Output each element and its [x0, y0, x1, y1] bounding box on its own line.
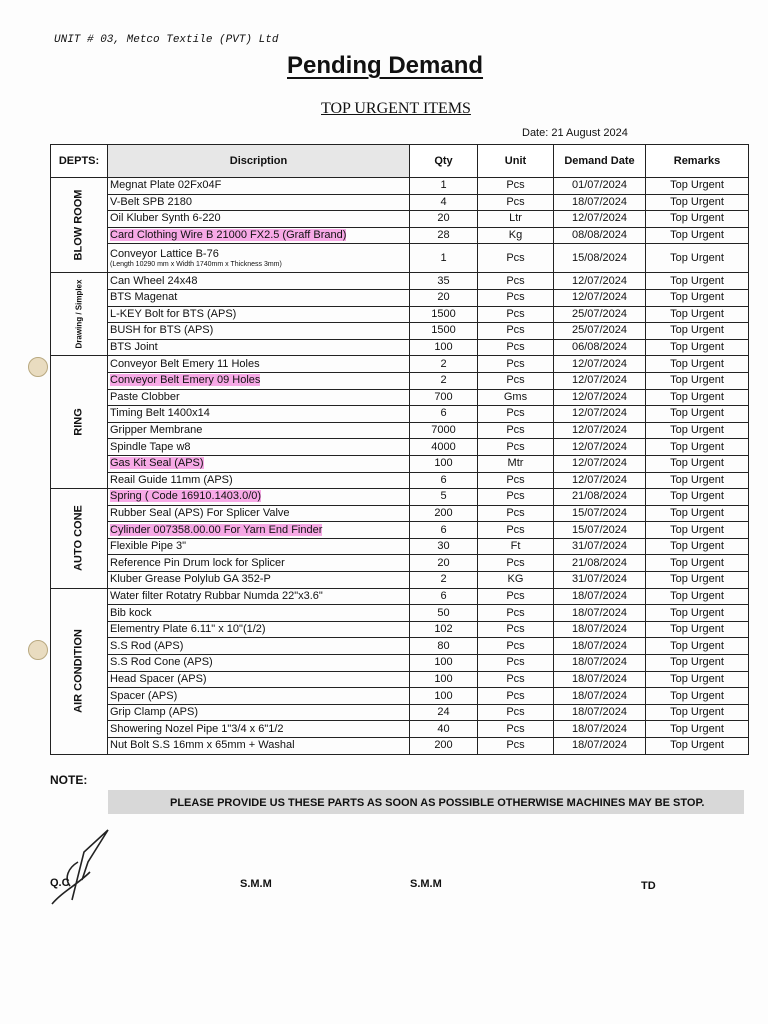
table-row [51, 605, 749, 622]
item-unit: Pcs [478, 704, 554, 721]
item-qty: 6 [410, 406, 478, 423]
item-unit: Pcs [478, 178, 554, 195]
item-unit: Pcs [478, 555, 554, 572]
item-demand-date: 18/07/2024 [554, 588, 646, 605]
item-description-text: Paste Clobber [110, 390, 180, 403]
item-remarks: Top Urgent [646, 522, 749, 539]
table-row [51, 621, 749, 638]
item-qty: 200 [410, 738, 478, 755]
item-description-text: Megnat Plate 02Fx04F [110, 179, 222, 192]
item-description [108, 555, 410, 572]
table-row [51, 704, 749, 721]
item-qty: 1 [410, 178, 478, 195]
punch-hole-bottom [28, 640, 48, 660]
table-row [51, 244, 749, 273]
item-unit: Pcs [478, 505, 554, 522]
item-unit: Pcs [478, 688, 554, 705]
dept-cell [51, 356, 108, 489]
item-description-text: Conveyor Belt Emery 11 Holes [110, 357, 260, 370]
item-description-text: Reference Pin Drum lock for Splicer [110, 556, 285, 569]
item-remarks: Top Urgent [646, 323, 749, 340]
item-description [108, 505, 410, 522]
table-row [51, 227, 749, 244]
demand-table [50, 144, 749, 755]
item-qty: 80 [410, 638, 478, 655]
item-description-text: Oil Kluber Synth 6-220 [110, 212, 221, 225]
item-description [108, 621, 410, 638]
item-demand-date: 21/08/2024 [554, 555, 646, 572]
item-remarks: Top Urgent [646, 555, 749, 572]
table-row [51, 178, 749, 195]
item-demand-date: 18/07/2024 [554, 671, 646, 688]
item-unit: Pcs [478, 738, 554, 755]
item-remarks: Top Urgent [646, 439, 749, 456]
item-qty: 1500 [410, 306, 478, 323]
item-demand-date: 18/07/2024 [554, 194, 646, 211]
item-remarks: Top Urgent [646, 505, 749, 522]
signature-smm-2: S.M.M [410, 878, 442, 890]
item-qty: 6 [410, 472, 478, 489]
item-description [108, 306, 410, 323]
item-description [108, 538, 410, 555]
item-description-text: Conveyor Belt Emery 09 Holes [110, 374, 261, 387]
item-description-text: Timing Belt 1400x14 [110, 407, 210, 420]
item-demand-date: 18/07/2024 [554, 704, 646, 721]
item-description [108, 489, 410, 506]
table-row [51, 505, 749, 522]
item-remarks: Top Urgent [646, 671, 749, 688]
table-row [51, 738, 749, 755]
page-subtitle: TOP URGENT ITEMS [321, 100, 471, 117]
item-remarks: Top Urgent [646, 588, 749, 605]
item-remarks: Top Urgent [646, 227, 749, 244]
table-row [51, 538, 749, 555]
item-qty: 6 [410, 522, 478, 539]
item-description-text: Grip Clamp (APS) [110, 706, 199, 719]
item-demand-date: 12/07/2024 [554, 455, 646, 472]
item-unit: KG [478, 572, 554, 589]
item-description [108, 323, 410, 340]
table-header-row [51, 145, 749, 178]
item-remarks: Top Urgent [646, 655, 749, 672]
col-header-demand-date: Demand Date [554, 145, 646, 178]
item-description [108, 227, 410, 244]
item-description-text: Spindle Tape w8 [110, 440, 191, 453]
item-description [108, 688, 410, 705]
item-remarks: Top Urgent [646, 372, 749, 389]
item-description [108, 244, 410, 273]
item-qty: 30 [410, 538, 478, 555]
item-demand-date: 18/07/2024 [554, 621, 646, 638]
item-unit: Pcs [478, 422, 554, 439]
item-unit: Ltr [478, 211, 554, 228]
item-description [108, 289, 410, 306]
item-qty: 20 [410, 555, 478, 572]
item-description-text: Showering Nozel Pipe 1"3/4 x 6"1/2 [110, 722, 284, 735]
table-row [51, 422, 749, 439]
item-description-text: Cylinder 007358.00.00 For Yarn End Finder [110, 523, 323, 536]
item-demand-date: 18/07/2024 [554, 721, 646, 738]
item-remarks: Top Urgent [646, 389, 749, 406]
item-qty: 4000 [410, 439, 478, 456]
item-remarks: Top Urgent [646, 455, 749, 472]
item-description [108, 638, 410, 655]
col-header-qty: Qty [410, 145, 478, 178]
item-demand-date: 12/07/2024 [554, 211, 646, 228]
item-qty: 2 [410, 372, 478, 389]
item-remarks: Top Urgent [646, 244, 749, 273]
dept-cell [51, 178, 108, 273]
item-remarks: Top Urgent [646, 356, 749, 373]
item-unit: Pcs [478, 655, 554, 672]
item-remarks: Top Urgent [646, 472, 749, 489]
note-label: NOTE: [50, 773, 88, 787]
item-unit: Pcs [478, 605, 554, 622]
item-unit: Ft [478, 538, 554, 555]
signature-qc: Q.C [50, 877, 70, 889]
item-description-text: Bib kock [110, 606, 152, 619]
col-header-unit: Unit [478, 145, 554, 178]
table-row [51, 339, 749, 356]
item-description-text: BTS Joint [110, 341, 158, 354]
item-demand-date: 18/07/2024 [554, 638, 646, 655]
item-demand-date: 12/07/2024 [554, 472, 646, 489]
item-remarks: Top Urgent [646, 605, 749, 622]
item-unit: Pcs [478, 621, 554, 638]
item-demand-date: 18/07/2024 [554, 605, 646, 622]
item-unit: Pcs [478, 588, 554, 605]
item-description [108, 422, 410, 439]
item-demand-date: 12/07/2024 [554, 422, 646, 439]
item-qty: 5 [410, 489, 478, 506]
item-remarks: Top Urgent [646, 422, 749, 439]
item-description [108, 572, 410, 589]
table-row [51, 389, 749, 406]
item-demand-date: 18/07/2024 [554, 655, 646, 672]
item-remarks: Top Urgent [646, 738, 749, 755]
item-description-text: L-KEY Bolt for BTS (APS) [110, 307, 237, 320]
item-description-text: BUSH for BTS (APS) [110, 324, 214, 337]
item-remarks: Top Urgent [646, 211, 749, 228]
item-qty: 28 [410, 227, 478, 244]
item-qty: 6 [410, 588, 478, 605]
item-description [108, 738, 410, 755]
page-title: Pending Demand [287, 52, 484, 79]
item-remarks: Top Urgent [646, 306, 749, 323]
item-description-text: V-Belt SPB 2180 [110, 195, 192, 208]
item-description [108, 372, 410, 389]
col-header-description: Discription [108, 145, 410, 178]
item-description [108, 273, 410, 290]
item-unit: Pcs [478, 289, 554, 306]
item-description [108, 439, 410, 456]
dept-cell [51, 489, 108, 589]
item-remarks: Top Urgent [646, 638, 749, 655]
item-qty: 1500 [410, 323, 478, 340]
signature-td: TD [641, 880, 656, 892]
item-description [108, 522, 410, 539]
item-unit: Pcs [478, 356, 554, 373]
item-description [108, 339, 410, 356]
table-row [51, 588, 749, 605]
item-remarks: Top Urgent [646, 704, 749, 721]
item-description [108, 605, 410, 622]
item-qty: 20 [410, 289, 478, 306]
table-row [51, 406, 749, 423]
table-row [51, 211, 749, 228]
col-header-remarks: Remarks [646, 145, 749, 178]
item-unit: Pcs [478, 439, 554, 456]
item-demand-date: 12/07/2024 [554, 356, 646, 373]
item-qty: 7000 [410, 422, 478, 439]
item-description [108, 389, 410, 406]
item-description-text: Nut Bolt S.S 16mm x 65mm + Washal [110, 739, 295, 752]
dept-label: AIR CONDITION [72, 629, 85, 713]
item-unit: Pcs [478, 273, 554, 290]
table-row [51, 323, 749, 340]
item-qty: 100 [410, 671, 478, 688]
item-demand-date: 25/07/2024 [554, 306, 646, 323]
table-row [51, 638, 749, 655]
table-row [51, 489, 749, 506]
item-description-text: Can Wheel 24x48 [110, 274, 198, 287]
table-row [51, 455, 749, 472]
item-remarks: Top Urgent [646, 572, 749, 589]
item-qty: 100 [410, 655, 478, 672]
item-dimensions: (Length 10290 mm x Width 1740mm x Thickness 3mm) [110, 260, 282, 268]
item-description-text: BTS Magenat [110, 291, 178, 304]
item-description-text: Card Clothing Wire B 21000 FX2.5 (Graff Brand) [110, 229, 347, 242]
item-unit: Pcs [478, 638, 554, 655]
item-unit: Pcs [478, 489, 554, 506]
item-qty: 2 [410, 572, 478, 589]
item-remarks: Top Urgent [646, 489, 749, 506]
signature-smm-1: S.M.M [240, 878, 272, 890]
item-unit: Pcs [478, 372, 554, 389]
item-demand-date: 12/07/2024 [554, 289, 646, 306]
item-description [108, 178, 410, 195]
table-row [51, 306, 749, 323]
item-unit: Pcs [478, 522, 554, 539]
item-demand-date: 01/07/2024 [554, 178, 646, 195]
item-remarks: Top Urgent [646, 621, 749, 638]
item-description [108, 588, 410, 605]
item-description-text: Gas Kit Seal (APS) [110, 457, 204, 470]
item-description [108, 472, 410, 489]
item-qty: 35 [410, 273, 478, 290]
item-qty: 100 [410, 455, 478, 472]
item-unit: Pcs [478, 323, 554, 340]
item-qty: 100 [410, 688, 478, 705]
dept-label: Drawing / Simplex [74, 279, 84, 349]
table-row [51, 572, 749, 589]
item-description [108, 704, 410, 721]
dept-label: RING [72, 408, 85, 436]
note-text: PLEASE PROVIDE US THESE PARTS AS SOON AS POSSIBLE OTHERWISE MACHINES MAY BE STOP. [170, 797, 705, 809]
item-remarks: Top Urgent [646, 194, 749, 211]
item-qty: 102 [410, 621, 478, 638]
table-row [51, 655, 749, 672]
punch-hole-top [28, 357, 48, 377]
item-description [108, 671, 410, 688]
item-demand-date: 21/08/2024 [554, 489, 646, 506]
item-qty: 2 [410, 356, 478, 373]
item-remarks: Top Urgent [646, 339, 749, 356]
item-description-text: Water filter Rotatry Rubbar Numda 22"x3.6" [110, 589, 323, 602]
item-demand-date: 15/07/2024 [554, 505, 646, 522]
item-demand-date: 18/07/2024 [554, 738, 646, 755]
item-remarks: Top Urgent [646, 406, 749, 423]
item-qty: 100 [410, 339, 478, 356]
item-demand-date: 18/07/2024 [554, 688, 646, 705]
item-description [108, 406, 410, 423]
item-description [108, 356, 410, 373]
item-remarks: Top Urgent [646, 289, 749, 306]
dept-label: BLOW ROOM [72, 189, 85, 261]
item-remarks: Top Urgent [646, 538, 749, 555]
table-row [51, 439, 749, 456]
item-unit: Pcs [478, 339, 554, 356]
col-header-depts: DEPTS: [51, 145, 108, 178]
item-qty: 1 [410, 244, 478, 273]
table-row [51, 472, 749, 489]
item-demand-date: 31/07/2024 [554, 538, 646, 555]
item-description-text: Spring ( Code 16910.1403.0/0) [110, 490, 262, 503]
item-description-text: S.S Rod (APS) [110, 639, 184, 652]
item-remarks: Top Urgent [646, 688, 749, 705]
item-demand-date: 15/07/2024 [554, 522, 646, 539]
dept-cell [51, 588, 108, 754]
item-description [108, 211, 410, 228]
table-row [51, 671, 749, 688]
item-demand-date: 12/07/2024 [554, 439, 646, 456]
table-row [51, 688, 749, 705]
item-qty: 700 [410, 389, 478, 406]
item-demand-date: 15/08/2024 [554, 244, 646, 273]
item-description-text: Head Spacer (APS) [110, 672, 207, 685]
table-row [51, 194, 749, 211]
item-qty: 20 [410, 211, 478, 228]
item-demand-date: 12/07/2024 [554, 273, 646, 290]
item-demand-date: 25/07/2024 [554, 323, 646, 340]
dept-cell [51, 273, 108, 356]
item-demand-date: 08/08/2024 [554, 227, 646, 244]
item-description [108, 721, 410, 738]
item-description-text: Spacer (APS) [110, 689, 178, 702]
item-qty: 200 [410, 505, 478, 522]
item-remarks: Top Urgent [646, 721, 749, 738]
item-qty: 24 [410, 704, 478, 721]
item-qty: 4 [410, 194, 478, 211]
item-qty: 40 [410, 721, 478, 738]
item-unit: Pcs [478, 306, 554, 323]
document-date: Date: 21 August 2024 [522, 127, 628, 139]
item-description [108, 655, 410, 672]
item-qty: 50 [410, 605, 478, 622]
item-description-text: Elementry Plate 6.11" x 10"(1/2) [110, 623, 266, 636]
item-unit: Pcs [478, 194, 554, 211]
item-unit: Mtr [478, 455, 554, 472]
item-unit: Pcs [478, 244, 554, 273]
item-demand-date: 12/07/2024 [554, 389, 646, 406]
item-description-text: S.S Rod Cone (APS) [110, 656, 213, 669]
table-row [51, 555, 749, 572]
table-row [51, 273, 749, 290]
item-description-text: Reail Guide 11mm (APS) [110, 473, 233, 486]
item-unit: Pcs [478, 406, 554, 423]
item-remarks: Top Urgent [646, 178, 749, 195]
table-row [51, 522, 749, 539]
item-unit: Gms [478, 389, 554, 406]
item-description [108, 455, 410, 472]
table-row [51, 289, 749, 306]
dept-label: AUTO CONE [72, 505, 85, 572]
item-description-text: Kluber Grease Polylub GA 352-P [110, 573, 271, 586]
item-demand-date: 06/08/2024 [554, 339, 646, 356]
item-unit: Pcs [478, 671, 554, 688]
item-remarks: Top Urgent [646, 273, 749, 290]
item-demand-date: 12/07/2024 [554, 406, 646, 423]
item-description-text: Gripper Membrane [110, 424, 203, 437]
item-unit: Pcs [478, 721, 554, 738]
table-row [51, 721, 749, 738]
item-description-text: Rubber Seal (APS) For Splicer Valve [110, 506, 290, 519]
item-description-text: Flexible Pipe 3" [110, 540, 187, 553]
item-description [108, 194, 410, 211]
item-unit: Pcs [478, 472, 554, 489]
item-demand-date: 12/07/2024 [554, 372, 646, 389]
unit-name: UNIT # 03, Metco Textile (PVT) Ltd [54, 34, 279, 46]
item-unit: Kg [478, 227, 554, 244]
table-row [51, 372, 749, 389]
handwritten-signature [38, 822, 118, 912]
item-description-text: Conveyor Lattice B-76 [110, 247, 219, 260]
item-demand-date: 31/07/2024 [554, 572, 646, 589]
table-row [51, 356, 749, 373]
